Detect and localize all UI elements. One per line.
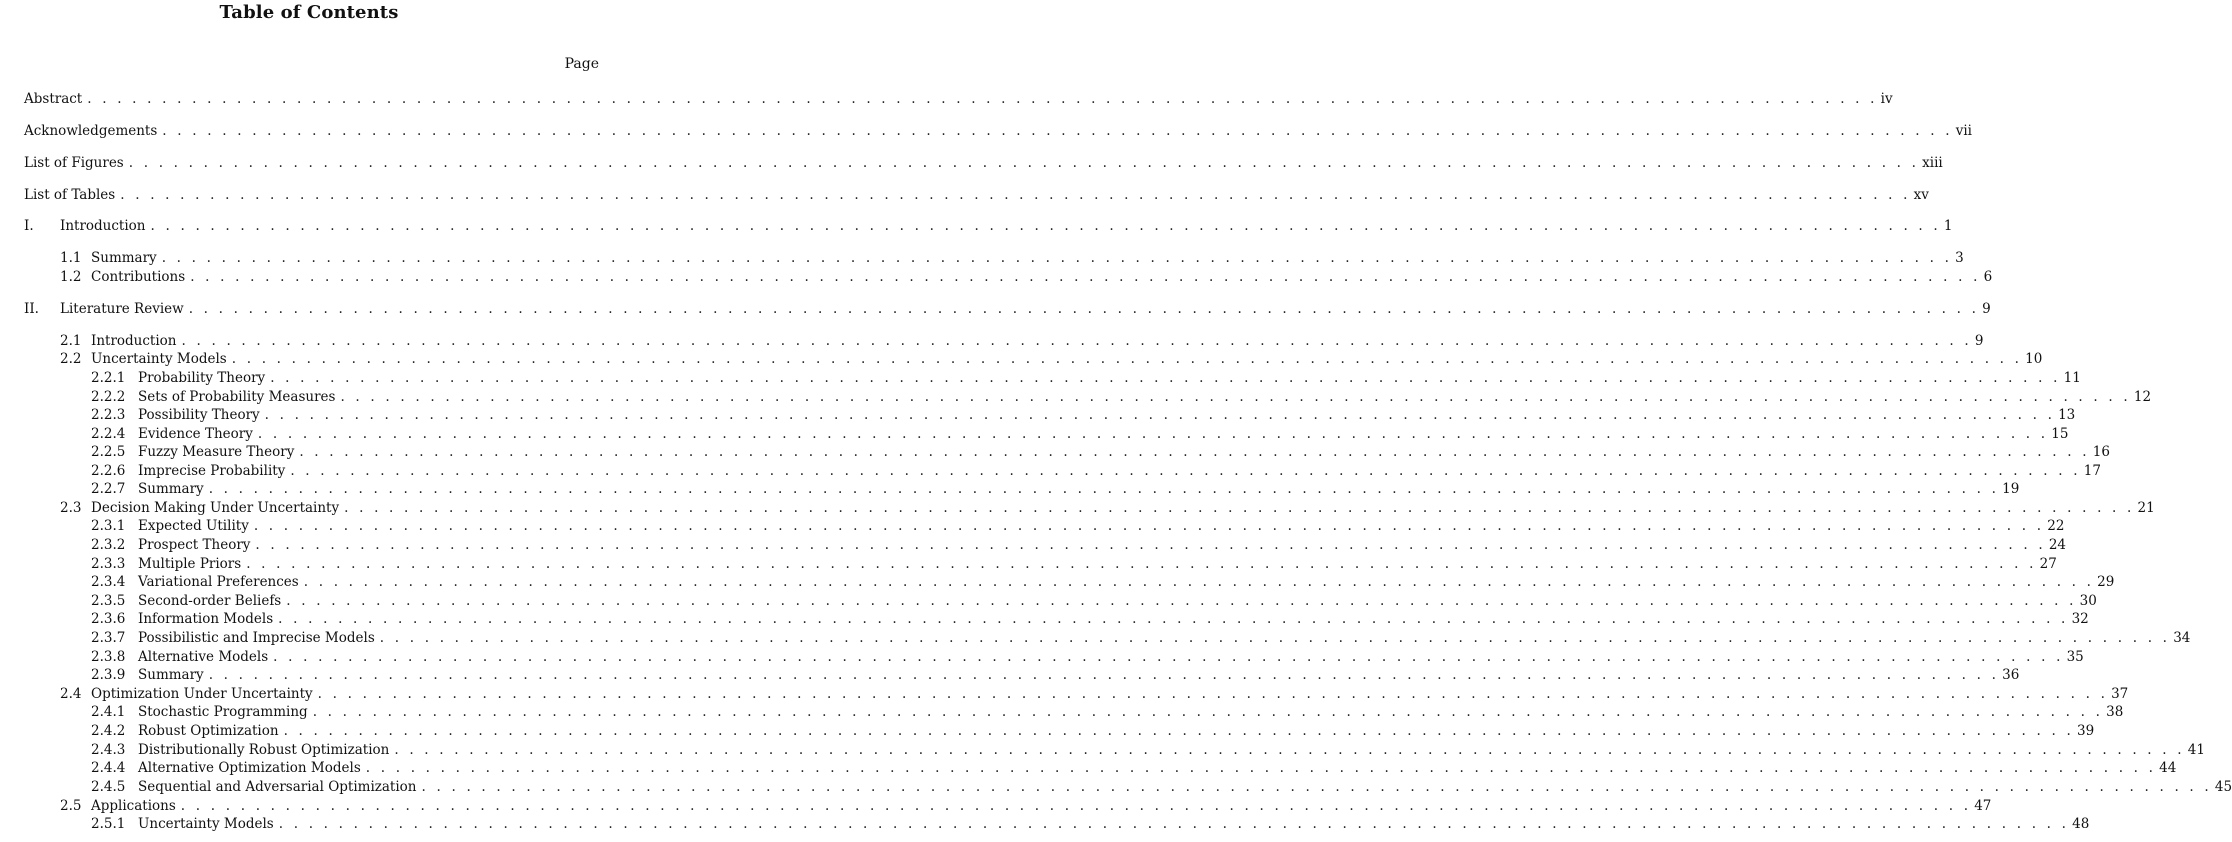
toc-entry-title: Fuzzy Measure Theory <box>138 444 295 460</box>
toc-entry-page: 36 <box>2002 667 2020 683</box>
toc-entry[interactable] <box>0 648 2084 666</box>
dot-leader: . . . . . . . . . . . . . . . . . . . . . . . . . . . . . . . . . . . . . . . . . . . . . . . . . . . . . . . . . . . . . . . . . . . . . . . . . . . . . . . . . . . . . . . . . . . . . . . . . . . . . . . . . . . . . . . . . . . . . . . . <box>162 123 1953 139</box>
toc-entry-number: 2.2 <box>60 351 82 367</box>
toc-entry-page: 13 <box>2058 407 2076 423</box>
toc-entry[interactable] <box>0 703 2124 721</box>
toc-entry-title: Literature Review <box>60 301 184 317</box>
toc-entry-page: 16 <box>2092 444 2110 460</box>
toc-entry[interactable] <box>0 610 2089 628</box>
toc-entry[interactable] <box>0 443 2110 461</box>
toc-entry-page: 1 <box>1943 218 1953 234</box>
toc-entry-title: Probability Theory <box>138 370 266 386</box>
toc-entry[interactable] <box>0 685 2129 703</box>
toc-entry-page: 11 <box>2063 370 2081 386</box>
toc-entry-title: Information Models <box>138 611 274 627</box>
toc-entry-title: Sets of Probability Measures <box>138 389 336 405</box>
toc-entry-number: 2.3 <box>60 500 82 516</box>
toc-entry-page: 27 <box>2039 556 2057 572</box>
toc-entry-title: Distributionally Robust Optimization <box>138 742 390 758</box>
dot-leader: . . . . . . . . . . . . . . . . . . . . . . . . . . . . . . . . . . . . . . . . . . . . . . . . . . . . . . . . . . . . . . . . . . . . . . . . . . . . . . . . . . . . . . . . . . . . . . . . . . . . . . . . . . . . . . . . . . . . . . . . <box>379 630 2171 646</box>
toc-entry-number: 2.2.6 <box>91 463 126 479</box>
toc-entry[interactable] <box>0 722 2095 740</box>
toc-entry-title: Multiple Priors <box>138 556 242 572</box>
dot-leader: . . . . . . . . . . . . . . . . . . . . . . . . . . . . . . . . . . . . . . . . . . . . . . . . . . . . . . . . . . . . . . . . . . . . . . . . . . . . . . . . . . . . . . . . . . . . . . . . . . . . . . . . . . . . . . . . . . . . . . . . <box>180 798 1972 814</box>
toc-entry-title: List of Figures <box>24 155 124 171</box>
dot-leader: . . . . . . . . . . . . . . . . . . . . . . . . . . . . . . . . . . . . . . . . . . . . . . . . . . . . . . . . . . . . . . . . . . . . . . . . . . . . . . . . . . . . . . . . . . . . . . . . . . . . . . . . . . . . . . . . . . . . . . . . <box>270 370 2061 386</box>
dot-leader: . . . . . . . . . . . . . . . . . . . . . . . . . . . . . . . . . . . . . . . . . . . . . . . . . . . . . . . . . . . . . . . . . . . . . . . . . . . . . . . . . . . . . . . . . . . . . . . . . . . . . . . . . . . . . . . . . . . . . . . . <box>161 250 1953 266</box>
toc-entry-page: 17 <box>2083 463 2101 479</box>
toc-entry-page: xiii <box>1922 155 1943 171</box>
toc-entry-number: 2.3.8 <box>91 649 126 665</box>
toc-entry-page: 48 <box>2072 816 2090 832</box>
dot-leader: . . . . . . . . . . . . . . . . . . . . . . . . . . . . . . . . . . . . . . . . . . . . . . . . . . . . . . . . . . . . . . . . . . . . . . . . . . . . . . . . . . . . . . . . . . . . . . . . . . . . . . . . . . . . . . . . . . . . . . . . <box>231 351 2023 367</box>
toc-entry[interactable] <box>0 666 2020 684</box>
toc-entry-number: 2.2.7 <box>91 481 126 497</box>
toc-entry-number: 2.4.5 <box>91 779 126 795</box>
toc-entry-page: 44 <box>2159 760 2177 776</box>
toc-entry-number: I. <box>24 218 34 234</box>
toc-entry-title: Summary <box>91 250 157 266</box>
toc-entry-page: 41 <box>2187 742 2205 758</box>
toc-entry[interactable] <box>0 90 1893 108</box>
toc-entry-title: Alternative Models <box>138 649 269 665</box>
toc-entry-title: Variational Preferences <box>138 574 299 590</box>
toc-entry-page: 47 <box>1974 798 1992 814</box>
toc-entry-number: 2.1 <box>60 333 82 349</box>
toc-entry-number: 2.4.4 <box>91 760 126 776</box>
dot-leader: . . . . . . . . . . . . . . . . . . . . . . . . . . . . . . . . . . . . . . . . . . . . . . . . . . . . . . . . . . . . . . . . . . . . . . . . . . . . . . . . . . . . . . . . . . . . . . . . . . . . . . . . . . . . . . . . . . . . . . . . <box>365 760 2157 776</box>
toc-entry[interactable] <box>0 369 2081 387</box>
toc-entry[interactable] <box>0 499 2155 517</box>
toc-entry[interactable] <box>0 536 2067 554</box>
toc-entry-number: 1.1 <box>60 250 82 266</box>
toc-entry-title: Summary <box>138 481 204 497</box>
toc-entry-page: 39 <box>2077 723 2095 739</box>
toc-entry-number: 2.4.1 <box>91 704 126 720</box>
toc-entry[interactable] <box>0 300 1991 318</box>
toc-entry-number: 2.3.1 <box>91 518 126 534</box>
toc-entry-title: Alternative Optimization Models <box>138 760 361 776</box>
toc-entry-number: 2.3.4 <box>91 574 126 590</box>
toc-entry-title: Introduction <box>60 218 146 234</box>
toc-entry-page: 30 <box>2079 593 2097 609</box>
toc-entry-page: 10 <box>2025 351 2043 367</box>
toc-entry-number: 2.3.5 <box>91 593 126 609</box>
toc-entry-number: 2.3.6 <box>91 611 126 627</box>
toc-entry-number: 2.4.3 <box>91 742 126 758</box>
page-title: Table of Contents <box>219 2 399 23</box>
toc-entry-number: 1.2 <box>60 269 82 285</box>
toc-entry[interactable] <box>0 406 2076 424</box>
toc-entry[interactable] <box>0 122 1972 140</box>
toc-entry-page: 37 <box>2111 686 2129 702</box>
dot-leader: . . . . . . . . . . . . . . . . . . . . . . . . . . . . . . . . . . . . . . . . . . . . . . . . . . . . . . . . . . . . . . . . . . . . . . . . . . . . . . . . . . . . . . . . . . . . . . . . . . . . . . . . . . . . . . . . . . . . . . . . <box>286 593 2077 609</box>
toc-entry-title: Evidence Theory <box>138 426 253 442</box>
toc-entry-number: 2.2.2 <box>91 389 126 405</box>
toc-entry-page: 34 <box>2173 630 2191 646</box>
toc-entry[interactable] <box>0 815 2090 833</box>
dot-leader: . . . . . . . . . . . . . . . . . . . . . . . . . . . . . . . . . . . . . . . . . . . . . . . . . . . . . . . . . . . . . . . . . . . . . . . . . . . . . . . . . . . . . . . . . . . . . . . . . . . . . . . . . . . . . . . . . . . . . . . . <box>273 649 2064 665</box>
toc-entry-number: 2.5.1 <box>91 816 126 832</box>
toc-entry-number: 2.2.4 <box>91 426 126 442</box>
toc-entry-number: II. <box>24 301 39 317</box>
toc-entry-title: Stochastic Programming <box>138 704 308 720</box>
toc-entry-title: Uncertainty Models <box>91 351 227 367</box>
dot-leader: . . . . . . . . . . . . . . . . . . . . . . . . . . . . . . . . . . . . . . . . . . . . . . . . . . . . . . . . . . . . . . . . . . . . . . . . . . . . . . . . . . . . . . . . . . . . . . . . . . . . . . . . . . . . . . . . . . . . . . . . <box>87 91 1878 107</box>
toc-entry-page: vii <box>1955 123 1972 139</box>
dot-leader: . . . . . . . . . . . . . . . . . . . . . . . . . . . . . . . . . . . . . . . . . . . . . . . . . . . . . . . . . . . . . . . . . . . . . . . . . . . . . . . . . . . . . . . . . . . . . . . . . . . . . . . . . . . . . . . . . . . . . . . . <box>246 556 2037 572</box>
toc-entry[interactable] <box>0 388 2152 406</box>
toc-entry-title: List of Tables <box>24 187 116 203</box>
dot-leader: . . . . . . . . . . . . . . . . . . . . . . . . . . . . . . . . . . . . . . . . . . . . . . . . . . . . . . . . . . . . . . . . . . . . . . . . . . . . . . . . . . . . . . . . . . . . . . . . . . . . . . . . . . . . . . . . . . . . . . . . <box>299 444 2090 460</box>
toc-entry-title: Sequential and Adversarial Optimization <box>138 779 417 795</box>
toc-entry-page: 9 <box>1974 333 1984 349</box>
dot-leader: . . . . . . . . . . . . . . . . . . . . . . . . . . . . . . . . . . . . . . . . . . . . . . . . . . . . . . . . . . . . . . . . . . . . . . . . . . . . . . . . . . . . . . . . . . . . . . . . . . . . . . . . . . . . . . . . . . . . . . . . <box>208 481 2000 497</box>
toc-entry-page: 22 <box>2047 518 2065 534</box>
dot-leader: . . . . . . . . . . . . . . . . . . . . . . . . . . . . . . . . . . . . . . . . . . . . . . . . . . . . . . . . . . . . . . . . . . . . . . . . . . . . . . . . . . . . . . . . . . . . . . . . . . . . . . . . . . . . . . . . . . . . . . . . <box>181 333 1972 349</box>
toc-entry[interactable] <box>0 629 2191 647</box>
dot-leader: . . . . . . . . . . . . . . . . . . . . . . . . . . . . . . . . . . . . . . . . . . . . . . . . . . . . . . . . . . . . . . . . . . . . . . . . . . . . . . . . . . . . . . . . . . . . . . . . . . . . . . . . . . . . . . . . . . . . . . . . <box>188 301 1980 317</box>
toc-entry[interactable] <box>0 332 1984 350</box>
dot-leader: . . . . . . . . . . . . . . . . . . . . . . . . . . . . . . . . . . . . . . . . . . . . . . . . . . . . . . . . . . . . . . . . . . . . . . . . . . . . . . . . . . . . . . . . . . . . . . . . . . . . . . . . . . . . . . . . . . . . . . . . <box>253 518 2045 534</box>
toc-entry[interactable] <box>0 573 2115 591</box>
toc-entry[interactable] <box>0 741 2205 759</box>
toc-entry-page: 9 <box>1982 301 1991 317</box>
toc-entry-page: 6 <box>1983 269 1993 285</box>
toc-entry-title: Optimization Under Uncertainty <box>91 686 313 702</box>
toc-entry-page: iv <box>1880 91 1893 107</box>
toc-entry-page: 12 <box>2133 389 2152 405</box>
toc-entry-page: 32 <box>2071 611 2089 627</box>
toc-entry-page: 38 <box>2106 704 2124 720</box>
toc-entry-number: 2.2.3 <box>91 407 126 423</box>
toc-entry-number: 2.2.5 <box>91 444 126 460</box>
dot-leader: . . . . . . . . . . . . . . . . . . . . . . . . . . . . . . . . . . . . . . . . . . . . . . . . . . . . . . . . . . . . . . . . . . . . . . . . . . . . . . . . . . . . . . . . . . . . . . . . . . . . . . . . . . . . . . . . . . . . . . . . <box>264 407 2056 423</box>
dot-leader: . . . . . . . . . . . . . . . . . . . . . . . . . . . . . . . . . . . . . . . . . . . . . . . . . . . . . . . . . . . . . . . . . . . . . . . . . . . . . . . . . . . . . . . . . . . . . . . . . . . . . . . . . . . . . . . . . . . . . . . . <box>290 463 2081 479</box>
toc-entry[interactable] <box>0 759 2177 777</box>
toc-entry-number: 2.4 <box>60 686 82 702</box>
toc-entry[interactable] <box>0 249 1964 267</box>
toc-entry-number: 2.3.2 <box>91 537 126 553</box>
toc-entry-number: 2.4.2 <box>91 723 126 739</box>
toc-entry-title: Summary <box>138 667 204 683</box>
dot-leader: . . . . . . . . . . . . . . . . . . . . . . . . . . . . . . . . . . . . . . . . . . . . . . . . . . . . . . . . . . . . . . . . . . . . . . . . . . . . . . . . . . . . . . . . . . . . . . . . . . . . . . . . . . . . . . . . . . . . . . . . <box>128 155 1920 171</box>
toc-entry-title: Prospect Theory <box>138 537 251 553</box>
toc-entry-number: 2.2.1 <box>91 370 126 386</box>
toc-entry-title: Second-order Beliefs <box>138 593 282 609</box>
toc-entry[interactable] <box>0 797 1992 815</box>
dot-leader: . . . . . . . . . . . . . . . . . . . . . . . . . . . . . . . . . . . . . . . . . . . . . . . . . . . . . . . . . . . . . . . . . . . . . . . . . . . . . . . . . . . . . . . . . . . . . . . . . . . . . . . . . . . . . . . . . . . . . . . . <box>255 537 2046 553</box>
dot-leader: . . . . . . . . . . . . . . . . . . . . . . . . . . . . . . . . . . . . . . . . . . . . . . . . . . . . . . . . . . . . . . . . . . . . . . . . . . . . . . . . . . . . . . . . . . . . . . . . . . . . . . . . . . . . . . . . . . . . . . . . <box>278 611 2069 627</box>
toc-entry-number: 2.5 <box>60 798 82 814</box>
toc-entry-page: 19 <box>2002 481 2020 497</box>
dot-leader: . . . . . . . . . . . . . . . . . . . . . . . . . . . . . . . . . . . . . . . . . . . . . . . . . . . . . . . . . . . . . . . . . . . . . . . . . . . . . . . . . . . . . . . . . . . . . . . . . . . . . . . . . . . . . . . . . . . . . . . . <box>394 742 2185 758</box>
toc-entry-number: 2.3.3 <box>91 556 126 572</box>
toc-entry[interactable] <box>0 555 2057 573</box>
dot-leader: . . . . . . . . . . . . . . . . . . . . . . . . . . . . . . . . . . . . . . . . . . . . . . . . . . . . . . . . . . . . . . . . . . . . . . . . . . . . . . . . . . . . . . . . . . . . . . . . . . . . . . . . . . . . . . . . . . . . . . . . <box>312 704 2104 720</box>
toc-entry-number: 2.3.9 <box>91 667 126 683</box>
toc-entry-page: xv <box>1913 187 1929 203</box>
toc-entry-title: Robust Optimization <box>138 723 279 739</box>
toc-entry[interactable] <box>0 778 2232 796</box>
toc-entry[interactable] <box>0 217 1953 235</box>
dot-leader: . . . . . . . . . . . . . . . . . . . . . . . . . . . . . . . . . . . . . . . . . . . . . . . . . . . . . . . . . . . . . . . . . . . . . . . . . . . . . . . . . . . . . . . . . . . . . . . . . . . . . . . . . . . . . . . . . . . . . . . . <box>257 426 2049 442</box>
toc-entry[interactable] <box>0 268 1993 286</box>
toc-entry[interactable] <box>0 592 2097 610</box>
toc-entry-page: 3 <box>1955 250 1964 266</box>
dot-leader: . . . . . . . . . . . . . . . . . . . . . . . . . . . . . . . . . . . . . . . . . . . . . . . . . . . . . . . . . . . . . . . . . . . . . . . . . . . . . . . . . . . . . . . . . . . . . . . . . . . . . . . . . . . . . . . . . . . . . . . . <box>120 187 1911 203</box>
dot-leader: . . . . . . . . . . . . . . . . . . . . . . . . . . . . . . . . . . . . . . . . . . . . . . . . . . . . . . . . . . . . . . . . . . . . . . . . . . . . . . . . . . . . . . . . . . . . . . . . . . . . . . . . . . . . . . . . . . . . . . . . <box>421 779 2212 795</box>
dot-leader: . . . . . . . . . . . . . . . . . . . . . . . . . . . . . . . . . . . . . . . . . . . . . . . . . . . . . . . . . . . . . . . . . . . . . . . . . . . . . . . . . . . . . . . . . . . . . . . . . . . . . . . . . . . . . . . . . . . . . . . . <box>303 574 2095 590</box>
toc-entry-title: Uncertainty Models <box>138 816 274 832</box>
page-column-label: Page <box>564 56 599 72</box>
toc-entry[interactable] <box>0 154 1943 172</box>
toc-entry-title: Acknowledgements <box>24 123 158 139</box>
dot-leader: . . . . . . . . . . . . . . . . . . . . . . . . . . . . . . . . . . . . . . . . . . . . . . . . . . . . . . . . . . . . . . . . . . . . . . . . . . . . . . . . . . . . . . . . . . . . . . . . . . . . . . . . . . . . . . . . . . . . . . . . <box>317 686 2109 702</box>
toc-entry-page: 15 <box>2051 426 2069 442</box>
toc-entry[interactable] <box>0 425 2069 443</box>
dot-leader: . . . . . . . . . . . . . . . . . . . . . . . . . . . . . . . . . . . . . . . . . . . . . . . . . . . . . . . . . . . . . . . . . . . . . . . . . . . . . . . . . . . . . . . . . . . . . . . . . . . . . . . . . . . . . . . . . . . . . . . . <box>150 218 1941 234</box>
toc-entry-title: Abstract <box>24 91 83 107</box>
toc-entry-title: Contributions <box>91 269 186 285</box>
toc-entry[interactable] <box>0 350 2043 368</box>
dot-leader: . . . . . . . . . . . . . . . . . . . . . . . . . . . . . . . . . . . . . . . . . . . . . . . . . . . . . . . . . . . . . . . . . . . . . . . . . . . . . . . . . . . . . . . . . . . . . . . . . . . . . . . . . . . . . . . . . . . . . . . . <box>208 667 2000 683</box>
toc-entry-title: Expected Utility <box>138 518 249 534</box>
toc-entry[interactable] <box>0 186 1929 204</box>
toc-entry[interactable] <box>0 480 2020 498</box>
toc-entry-title: Imprecise Probability <box>138 463 286 479</box>
toc-entry-title: Possibilistic and Imprecise Models <box>138 630 375 646</box>
toc-entry-page: 29 <box>2097 574 2115 590</box>
toc-entry-title: Introduction <box>91 333 177 349</box>
toc-entry-page: 35 <box>2066 649 2084 665</box>
toc-entry-title: Applications <box>91 798 176 814</box>
dot-leader: . . . . . . . . . . . . . . . . . . . . . . . . . . . . . . . . . . . . . . . . . . . . . . . . . . . . . . . . . . . . . . . . . . . . . . . . . . . . . . . . . . . . . . . . . . . . . . . . . . . . . . . . . . . . . . . . . . . . . . . . <box>340 389 2131 405</box>
toc-entry-title: Decision Making Under Uncertainty <box>91 500 340 516</box>
toc-entry-page: 45 <box>2214 779 2232 795</box>
dot-leader: . . . . . . . . . . . . . . . . . . . . . . . . . . . . . . . . . . . . . . . . . . . . . . . . . . . . . . . . . . . . . . . . . . . . . . . . . . . . . . . . . . . . . . . . . . . . . . . . . . . . . . . . . . . . . . . . . . . . . . . . <box>283 723 2074 739</box>
dot-leader: . . . . . . . . . . . . . . . . . . . . . . . . . . . . . . . . . . . . . . . . . . . . . . . . . . . . . . . . . . . . . . . . . . . . . . . . . . . . . . . . . . . . . . . . . . . . . . . . . . . . . . . . . . . . . . . . . . . . . . . . <box>344 500 2135 516</box>
dot-leader: . . . . . . . . . . . . . . . . . . . . . . . . . . . . . . . . . . . . . . . . . . . . . . . . . . . . . . . . . . . . . . . . . . . . . . . . . . . . . . . . . . . . . . . . . . . . . . . . . . . . . . . . . . . . . . . . . . . . . . . . <box>190 269 1981 285</box>
toc-entry[interactable] <box>0 462 2101 480</box>
toc-entry-number: 2.3.7 <box>91 630 126 646</box>
toc-entry[interactable] <box>0 517 2065 535</box>
toc-entry-title: Possibility Theory <box>138 407 260 423</box>
toc-entry-page: 24 <box>2048 537 2067 553</box>
toc-entry-page: 21 <box>2137 500 2155 516</box>
dot-leader: . . . . . . . . . . . . . . . . . . . . . . . . . . . . . . . . . . . . . . . . . . . . . . . . . . . . . . . . . . . . . . . . . . . . . . . . . . . . . . . . . . . . . . . . . . . . . . . . . . . . . . . . . . . . . . . . . . . . . . . . <box>278 816 2070 832</box>
